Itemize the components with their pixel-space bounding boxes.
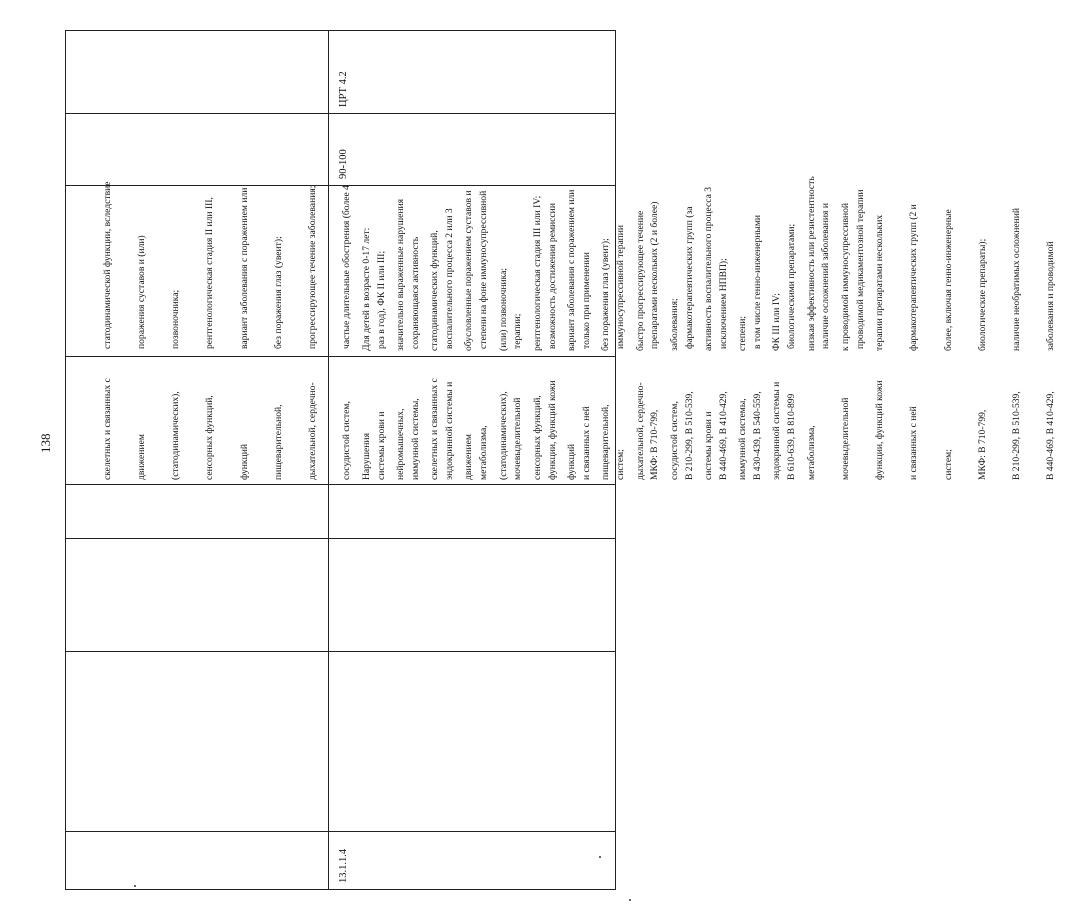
criteria-line: быстро прогрессирующее течение [634, 210, 646, 351]
disease-line: В 210-299, В 510-539, [683, 391, 695, 480]
lower-code-cell: 13.1.1.4 [338, 848, 349, 883]
disease-line: пищеварительной, [600, 404, 612, 480]
criteria-line: степени на фоне иммуносупрессивной [478, 190, 490, 349]
disease-line: (статодинамических), [497, 391, 509, 480]
criteria-line: биологические препараты); [976, 238, 988, 351]
criteria-line: вариант заболевания с поражением или [566, 189, 578, 351]
criteria-line: поражения суставов и (или) [136, 235, 148, 349]
disease-line: системы крови и [703, 411, 714, 480]
criteria-line: препаратами нескольких (2 и более) [649, 201, 661, 349]
criteria-line: фармакотерапевтических групп (2 и [908, 204, 920, 351]
disease-line: иммунной системы, [737, 398, 749, 480]
disease-line: мочевыделительной [839, 397, 851, 480]
lower-criteria-cell [338, 176, 1079, 351]
disease-line: МКФ: В 710-799, [976, 409, 988, 480]
criteria-line: рентгенологическая стадия II или III, [204, 197, 216, 349]
criteria-line: более, включая генно-инженерные [942, 209, 954, 351]
disease-line: эндокринной системы и [771, 381, 783, 480]
criteria-line: сохраняющаяся активность [409, 236, 421, 349]
criteria-line: прогрессирующее течение заболевания; [307, 185, 319, 349]
criteria-line: терапии препаратами нескольких [874, 214, 886, 351]
disease-line: скелетных и связанных с [429, 378, 441, 480]
disease-line: функции, функций кожи [874, 380, 886, 480]
disease-line: МКФ: В 710-799, [649, 409, 661, 480]
disease-line: эндокринной системы и [444, 381, 455, 480]
column-divider [66, 651, 615, 652]
criteria-line: статодинамических функций, [429, 230, 441, 351]
disease-line: метаболизма, [805, 425, 817, 480]
disease-line: В 610-639, В 810-899 [786, 393, 798, 480]
criteria-line: наличие необратимых осложнений [1010, 208, 1022, 351]
criteria-line: к проводимой иммуносупрессивной [839, 202, 851, 351]
disease-line: иммунной системы, [409, 398, 421, 480]
criteria-line: статодинамической функции, вследствие [101, 181, 113, 349]
criteria-line: Для детей в возрасте 0-17 лет: [360, 227, 372, 351]
column-divider [66, 356, 615, 357]
disease-line: сенсорных функций, [531, 395, 543, 480]
disability-criteria-table [65, 30, 1057, 890]
disease-line: метаболизма, [478, 425, 490, 480]
disease-line: В 440-469, В 410-429, [717, 391, 729, 480]
column-divider [66, 831, 615, 832]
criteria-line: проводимой медикаментозной терапии [854, 189, 866, 349]
disease-line: функций [238, 444, 250, 480]
criteria-line: возможность достижения ремиссии [546, 203, 558, 349]
disease-line: дыхательной, сердечно- [307, 382, 319, 480]
disease-line: функции, функций кожи [546, 380, 558, 480]
disease-line: Нарушения [360, 433, 372, 480]
criteria-line: частые длительные обострения (более 4 [341, 185, 353, 349]
criteria-line: фармакотерапевтических групп (за [683, 206, 695, 349]
disease-line: дыхательной, сердечно- [634, 382, 646, 480]
disease-line: В 210-299, В 510-539, [1010, 391, 1022, 480]
criteria-line: без поражения глаз (увеит); [272, 236, 284, 349]
disease-line: сосудистой систем, [341, 401, 353, 480]
disease-line: функций [566, 444, 578, 480]
column-divider [66, 113, 615, 114]
lower-disease-cell [338, 378, 1079, 480]
disease-line: сосудистой систем, [668, 401, 680, 480]
criteria-line: обусловленные поражением суставов и [463, 190, 475, 351]
column-divider [66, 484, 615, 485]
criteria-line: без поражения глаз (увеит); [600, 238, 612, 351]
scan-speck [599, 856, 601, 858]
disease-line: движением [136, 434, 148, 480]
criteria-line: только при применении [580, 252, 592, 349]
criteria-line: значительно выраженные нарушения [395, 198, 407, 351]
criteria-line: заболевания; [668, 298, 680, 351]
criteria-line: активность воспалительного процесса 3 [703, 186, 714, 351]
column-divider [66, 538, 615, 539]
disease-line: скелетных и связанных с [101, 378, 113, 480]
disease-line: движением [463, 434, 475, 480]
criteria-line: низкая эффективность или резистентность [805, 176, 817, 351]
criteria-line: степени; [737, 315, 749, 351]
lower-group-cell: ЦРТ 4.2 [338, 71, 349, 107]
scan-speck [134, 885, 136, 887]
criteria-line: в том числе генно-инженерными [751, 214, 763, 349]
disease-line: пищеварительной, [272, 404, 284, 480]
disease-line: систем; [942, 449, 954, 480]
criteria-line: ФК III или IV; [771, 293, 783, 351]
lower-percent-cell: 90-100 [338, 149, 349, 179]
criteria-line: (или) позвоночника; [497, 267, 509, 351]
criteria-line: иммуносупрессивной терапии [615, 224, 627, 349]
criteria-line: биологическими препаратами; [786, 223, 798, 349]
scan-speck [629, 899, 631, 901]
criteria-line: вариант заболевания с поражением или [238, 187, 250, 349]
criteria-line: исключением НПВП); [717, 258, 729, 349]
criteria-line: наличие осложнений заболевания и [820, 203, 832, 349]
criteria-line: воспалительного процесса 2 или 3 [444, 208, 455, 349]
criteria-line: позвоночника; [170, 289, 182, 349]
disease-line: (статодинамических), [170, 391, 182, 480]
disease-line: мочевыделительной [512, 397, 524, 480]
disease-line: нейромышечных, [395, 408, 407, 480]
disease-line: В 430-439, В 540-559, [751, 391, 763, 480]
criteria-line: терапии; [512, 313, 524, 349]
disease-line: сенсорных функций, [204, 395, 216, 480]
criteria-line: раз в год), ФК II или III; [375, 250, 387, 349]
disease-line: и связанных с ней [580, 406, 592, 480]
disease-line: систем; [615, 449, 627, 480]
disease-line: В 440-469, В 410-429, [1045, 391, 1057, 480]
criteria-line: рентгенологическая стадия III или IV; [531, 195, 543, 351]
criteria-line: заболевания и проводимой [1045, 241, 1057, 351]
disease-line: и связанных с ней [908, 406, 920, 480]
disease-line: системы крови и [375, 411, 387, 480]
page-number: 138 [38, 433, 53, 453]
